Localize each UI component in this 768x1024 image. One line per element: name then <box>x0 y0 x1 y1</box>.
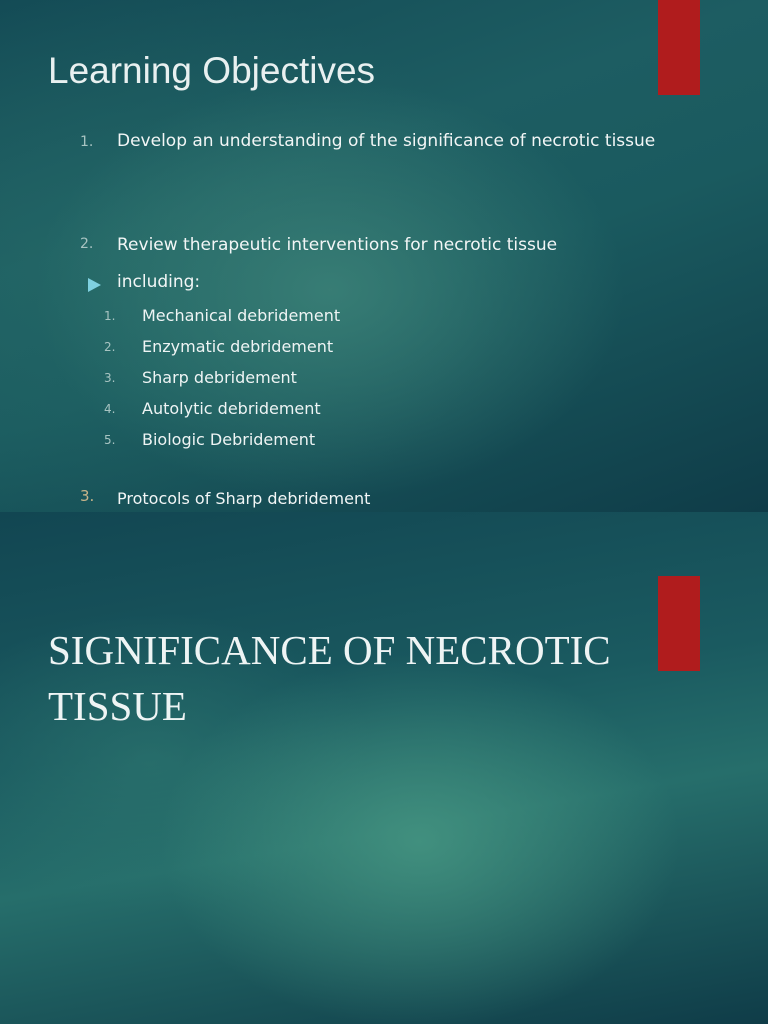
objective-number: 2. <box>80 236 94 252</box>
sub-item-number: 2. <box>104 340 116 354</box>
accent-bar <box>658 0 700 95</box>
sub-item-text: Mechanical debridement <box>142 306 341 325</box>
objective-number: 1. <box>80 134 94 150</box>
sub-item-text: Autolytic debridement <box>142 399 321 418</box>
objective-text: Develop an understanding of the significance of necrotic tissue <box>117 131 656 151</box>
objective-text: Review therapeutic interventions for necrotic tissue <box>117 235 558 255</box>
sub-item-number: 4. <box>104 402 116 416</box>
sub-item-text: Biologic Debridement <box>142 430 316 449</box>
slide-significance-of-necrotic-tissue <box>0 512 768 1024</box>
sub-item-text: Enzymatic debridement <box>142 337 334 356</box>
slide-title-line-1: SIGNIFICANCE OF NECROTIC <box>48 627 611 673</box>
sub-item-number: 1. <box>104 309 116 323</box>
sub-item-number: 3. <box>104 371 116 385</box>
slide-title: Learning Objectives <box>48 50 376 91</box>
sub-item-number: 5. <box>104 433 116 447</box>
triangle-bullet-icon <box>88 278 101 292</box>
slide-title <box>48 622 668 734</box>
slide-title-line-2: TISSUE <box>48 683 187 729</box>
objective-number: 3. <box>80 487 95 505</box>
sub-list-heading-text: including: <box>117 272 201 292</box>
objective-text: Protocols of Sharp debridement <box>117 489 371 508</box>
sub-item-text: Sharp debridement <box>142 368 297 387</box>
